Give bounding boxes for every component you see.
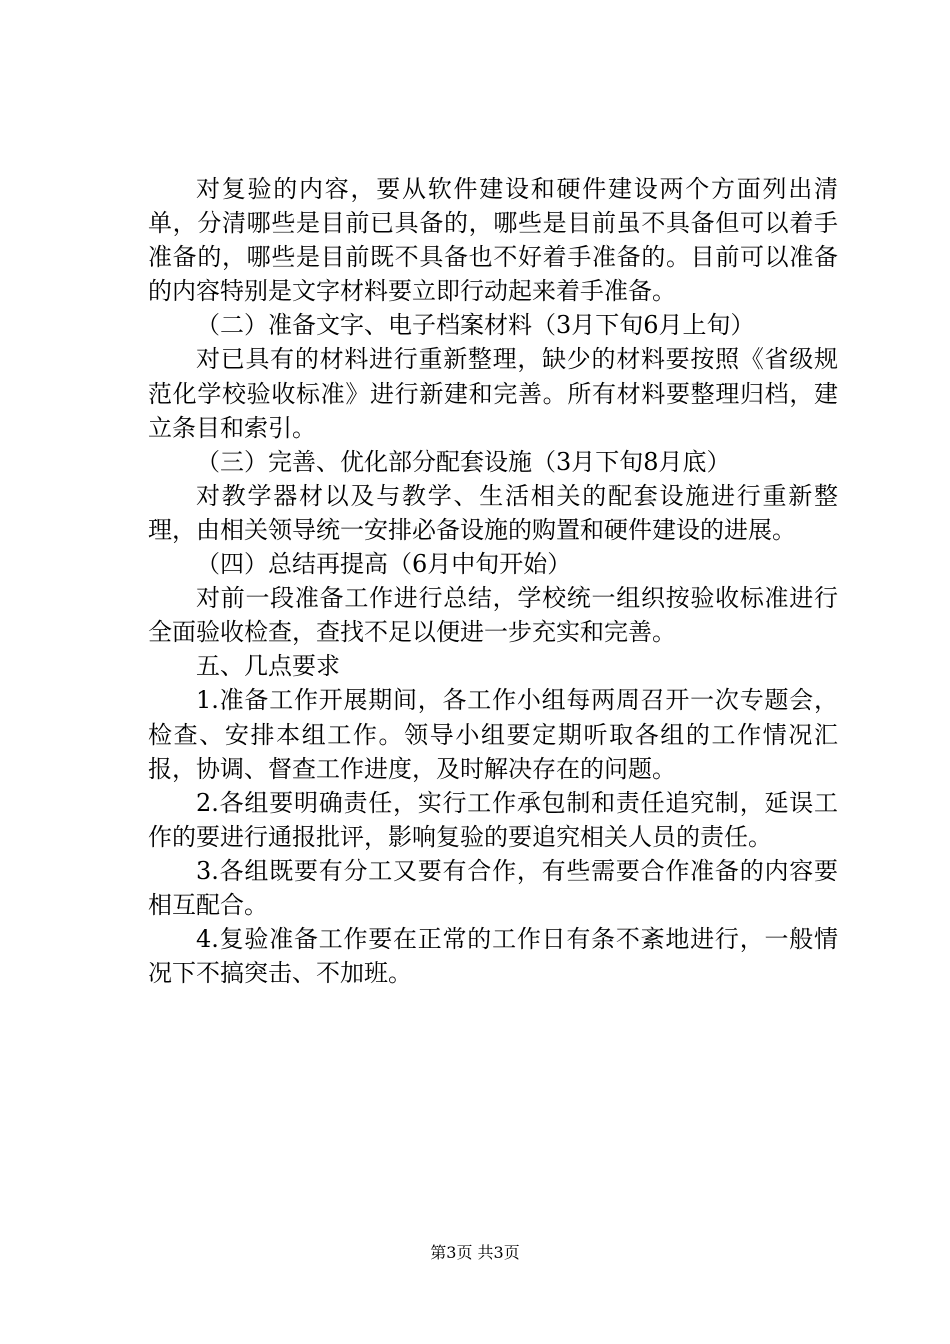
heading-summary: （四）总结再提高（6月中旬开始） bbox=[196, 550, 572, 579]
requirement-item-4: 4.复验准备工作要在正常的工作日有条不紊地进行，一般情况下不搞突击、不加班。 bbox=[148, 925, 838, 988]
paragraph-improve-facilities: 对教学器材以及与教学、生活相关的配套设施进行重新整理，由相关领导统一安排必备设施的购置和硬件建设的进展。 bbox=[148, 481, 838, 544]
paragraph-summary: 对前一段准备工作进行总结，学校统一组织按验收标准进行全面验收检查，查找不足以便进一步充实和完善。 bbox=[148, 584, 838, 647]
requirement-item-3: 3.各组既要有分工又要有合作，有些需要合作准备的内容要相互配合。 bbox=[148, 856, 838, 919]
heading-requirements: 五、几点要求 bbox=[196, 652, 340, 681]
document-body bbox=[148, 172, 838, 990]
paragraph-review-content: 对复验的内容，要从软件建设和硬件建设两个方面列出清单，分清哪些是目前已具备的，哪些是目前虽不具备但可以着手准备的，哪些是目前既不具备也不好着手准备的。目前可以准备的内容特别是文字材料要立即行动起来着手准备。 bbox=[148, 175, 838, 306]
page-number-footer: 第3页 共3页 bbox=[430, 1243, 520, 1262]
heading-improve-facilities: （三）完善、优化部分配套设施（3月下旬8月底） bbox=[196, 447, 731, 476]
requirement-item-1: 1.准备工作开展期间，各工作小组每两周召开一次专题会，检查、安排本组工作。领导小组要定期听取各组的工作情况汇报，协调、督查工作进度，及时解决存在的问题。 bbox=[148, 686, 838, 783]
paragraph-prepare-materials: 对已具有的材料进行重新整理，缺少的材料要按照《省级规范化学校验收标准》进行新建和完善。所有材料要整理归档，建立条目和索引。 bbox=[148, 345, 838, 442]
requirement-item-2: 2.各组要明确责任，实行工作承包制和责任追究制，延误工作的要进行通报批评，影响复验的要追究相关人员的责任。 bbox=[148, 788, 838, 851]
heading-prepare-materials: （二）准备文字、电子档案材料（3月下旬6月上旬） bbox=[196, 311, 755, 340]
